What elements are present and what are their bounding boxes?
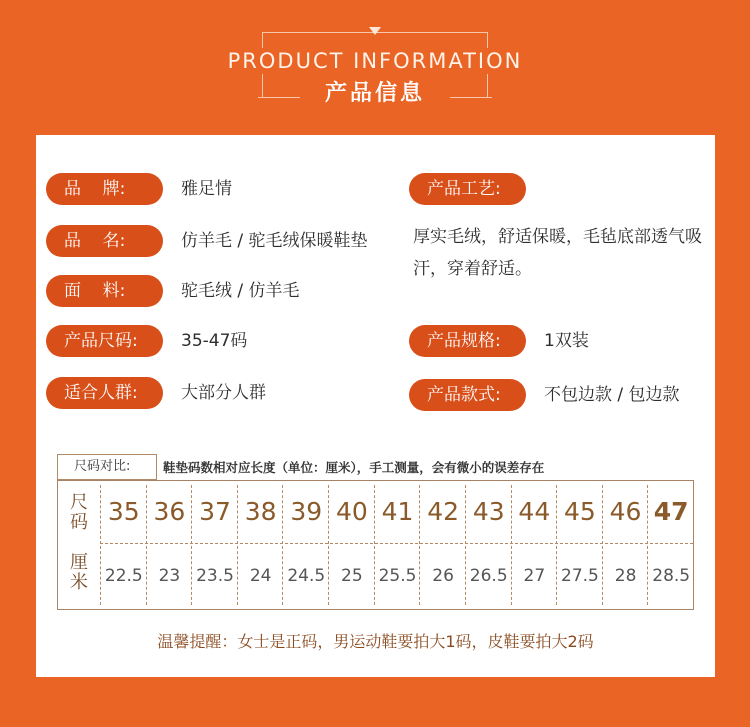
size-cell: 47 — [653, 497, 689, 526]
column-divider — [419, 485, 420, 605]
cm-cell: 23 — [158, 566, 181, 586]
crowd-value: 大部分人群 — [181, 383, 266, 403]
size-cell: 36 — [153, 497, 186, 526]
size-cell: 46 — [609, 497, 642, 526]
material-value: 驼毛绒 / 仿羊毛 — [181, 281, 300, 301]
column-divider — [328, 485, 329, 605]
craft-value: 厚实毛绒，舒适保暖，毛毡底部透气吸汗，穿着舒适。 — [413, 227, 702, 279]
cm-cell: 22.5 — [104, 566, 143, 586]
brand-value: 雅足情 — [181, 179, 232, 199]
size-row-head: 尺码 — [70, 492, 88, 533]
size-cell: 37 — [199, 497, 231, 526]
cm-cell: 27.5 — [561, 566, 599, 586]
size-cell: 35 — [107, 497, 140, 526]
cm-cell: 27 — [523, 566, 546, 586]
cm-cell: 25 — [341, 566, 363, 586]
crowd-label: 适合人群: — [46, 377, 163, 409]
cm-row-head: 厘米 — [70, 552, 88, 593]
size-cell: 43 — [472, 497, 505, 526]
header-title-en: PRODUCT INFORMATION — [225, 48, 525, 74]
header-banner — [0, 0, 750, 135]
column-divider — [647, 485, 648, 605]
column-divider — [374, 485, 375, 605]
size-chart-label: 尺码对比: — [57, 454, 157, 480]
cm-cell: 26.5 — [469, 566, 508, 586]
style-label: 产品款式: — [409, 379, 526, 411]
header-title-cn: 产品信息 — [300, 78, 450, 110]
style-value: 不包边款 / 包边款 — [544, 385, 680, 405]
cm-cell: 28.5 — [652, 566, 691, 586]
footer-note: 温馨提醒：女士是正码，男运动鞋要拍大1码，皮鞋要拍大2码 — [157, 632, 594, 651]
column-divider — [282, 485, 283, 605]
material-label: 面 料: — [46, 275, 163, 307]
brand-label: 品 牌: — [46, 173, 163, 205]
size-cell: 44 — [518, 497, 551, 526]
column-divider — [511, 485, 512, 605]
column-divider — [191, 485, 192, 605]
column-divider — [146, 485, 147, 605]
cm-cell: 25.5 — [378, 566, 417, 586]
column-divider — [556, 485, 557, 605]
cm-cell: 24.5 — [287, 566, 326, 586]
size-table — [57, 480, 694, 610]
header-notch-icon — [369, 27, 381, 35]
size-cell: 41 — [381, 497, 414, 526]
size-value: 35-47码 — [181, 331, 248, 351]
column-divider — [100, 485, 101, 605]
cm-cell: 24 — [249, 566, 272, 586]
spec-label: 产品规格: — [409, 325, 526, 357]
column-divider — [237, 485, 238, 605]
cm-cell: 28 — [614, 566, 637, 586]
craft-label: 产品工艺: — [409, 173, 526, 205]
size-chart-note: 鞋垫码数相对应长度（单位：厘米），手工测量，会有微小的误差存在 — [163, 460, 545, 475]
size-label: 产品尺码: — [46, 325, 163, 357]
size-cell: 45 — [564, 497, 596, 526]
cm-cell: 26 — [432, 566, 454, 586]
column-divider — [602, 485, 603, 605]
product-name-label: 品 名: — [46, 225, 163, 257]
cm-cell: 23.5 — [196, 566, 234, 586]
size-cell: 39 — [290, 497, 323, 526]
size-cell: 38 — [244, 497, 277, 526]
spec-value: 1双装 — [544, 331, 589, 351]
size-cell: 42 — [427, 497, 459, 526]
column-divider — [465, 485, 466, 605]
product-name-value: 仿羊毛 / 驼毛绒保暖鞋垫 — [181, 231, 368, 251]
size-cell: 40 — [335, 497, 368, 526]
